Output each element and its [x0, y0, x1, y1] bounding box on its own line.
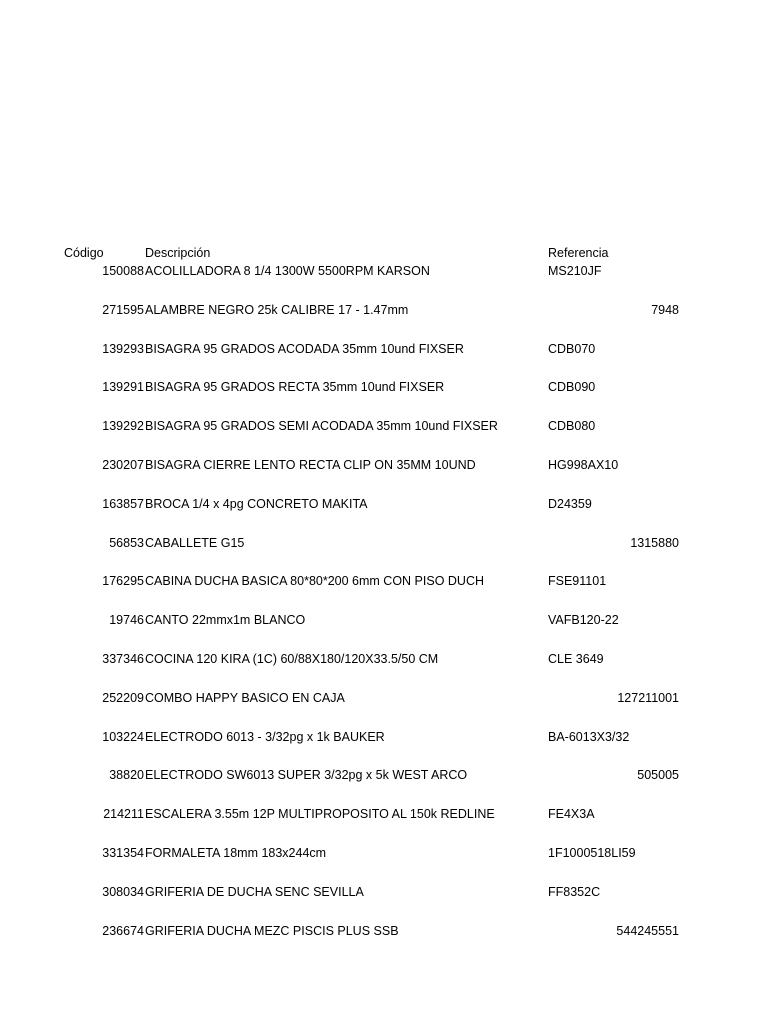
cell-descripcion: FORMALETA 18mm 183x244cm [145, 845, 327, 860]
cell-descripcion: ELECTRODO 6013 - 3/32pg x 1k BAUKER [145, 729, 385, 744]
cell-referencia: CDB080 [548, 419, 596, 434]
table-row [0, 380, 768, 419]
cell-referencia: 1F1000518LI59 [548, 845, 636, 860]
cell-descripcion: BISAGRA 95 GRADOS ACODADA 35mm 10und FIXSER [145, 341, 464, 356]
cell-codigo: 139291 [102, 380, 144, 395]
cell-codigo: 176295 [102, 574, 144, 589]
cell-descripcion: ALAMBRE NEGRO 25k CALIBRE 17 - 1.47mm [145, 302, 409, 317]
cell-codigo: 163857 [102, 496, 144, 511]
cell-referencia: 127211001 [617, 690, 679, 705]
table-row [0, 497, 768, 536]
table-row [0, 613, 768, 652]
cell-referencia: VAFB120-22 [548, 613, 619, 628]
cell-codigo: 214211 [103, 807, 144, 822]
cell-descripcion: GRIFERIA DUCHA MEZC PISCIS PLUS SSB [145, 923, 399, 938]
cell-descripcion: CABALLETE G15 [145, 535, 245, 550]
cell-codigo: 150088 [102, 264, 144, 278]
cell-codigo: 38820 [109, 768, 144, 783]
cell-referencia: CLE 3649 [548, 651, 604, 666]
cell-descripcion: BISAGRA CIERRE LENTO RECTA CLIP ON 35MM 10UND [145, 457, 476, 472]
table-row [0, 419, 768, 458]
table-row [0, 574, 768, 613]
cell-descripcion: BISAGRA 95 GRADOS SEMI ACODADA 35mm 10und FIXSER [145, 419, 498, 434]
table-row [0, 458, 768, 497]
table-row [0, 264, 768, 303]
cell-descripcion: COMBO HAPPY BASICO EN CAJA [145, 690, 345, 705]
header-codigo: Código [64, 246, 104, 260]
cell-codigo: 271595 [102, 302, 144, 317]
table-row [0, 885, 768, 924]
table-row [0, 846, 768, 885]
cell-descripcion: BROCA 1/4 x 4pg CONCRETO MAKITA [145, 496, 368, 511]
cell-referencia: BA-6013X3/32 [548, 729, 630, 744]
cell-referencia: CDB070 [548, 341, 596, 356]
cell-codigo: 56853 [109, 535, 144, 550]
table-body [0, 264, 768, 962]
cell-referencia: MS210JF [548, 264, 602, 278]
table-row [0, 691, 768, 730]
cell-codigo: 337346 [102, 651, 144, 666]
cell-codigo: 308034 [102, 884, 144, 899]
table-row [0, 924, 768, 963]
cell-referencia: 1315880 [630, 535, 679, 550]
cell-descripcion: CANTO 22mmx1m BLANCO [145, 613, 306, 628]
table-header [0, 246, 768, 262]
cell-descripcion: ACOLILLADORA 8 1/4 1300W 5500RPM KARSON [145, 264, 430, 278]
cell-referencia: FSE91101 [548, 574, 607, 589]
header-descripcion: Descripción [145, 246, 211, 260]
table-row [0, 303, 768, 342]
cell-referencia: D24359 [548, 496, 592, 511]
table-row [0, 652, 768, 691]
cell-codigo: 230207 [102, 457, 144, 472]
cell-codigo: 331354 [102, 845, 144, 860]
cell-referencia: FE4X3A [548, 807, 595, 822]
cell-descripcion: BISAGRA 95 GRADOS RECTA 35mm 10und FIXSER [145, 380, 445, 395]
cell-descripcion: CABINA DUCHA BASICA 80*80*200 6mm CON PISO DUCH [145, 574, 485, 589]
cell-codigo: 252209 [102, 690, 144, 705]
cell-referencia: FF8352C [548, 884, 601, 899]
cell-codigo: 139293 [102, 341, 144, 356]
header-referencia: Referencia [548, 246, 609, 260]
cell-codigo: 139292 [102, 419, 144, 434]
table-row [0, 536, 768, 575]
cell-referencia: 7948 [651, 302, 679, 317]
table-row [0, 730, 768, 769]
cell-codigo: 236674 [102, 923, 144, 938]
cell-referencia: CDB090 [548, 380, 596, 395]
table-row [0, 768, 768, 807]
cell-descripcion: GRIFERIA DE DUCHA SENC SEVILLA [145, 884, 364, 899]
cell-descripcion: ELECTRODO SW6013 SUPER 3/32pg x 5k WEST ARCO [145, 768, 468, 783]
cell-referencia: 544245551 [616, 923, 679, 938]
cell-referencia: 505005 [637, 768, 679, 783]
cell-descripcion: ESCALERA 3.55m 12P MULTIPROPOSITO AL 150k REDLINE [145, 807, 495, 822]
cell-descripcion: COCINA 120 KIRA (1C) 60/88X180/120X33.5/50 CM [145, 651, 439, 666]
cell-codigo: 19746 [109, 613, 144, 628]
cell-codigo: 103224 [102, 729, 144, 744]
table-row [0, 807, 768, 846]
cell-referencia: HG998AX10 [548, 457, 619, 472]
table-row [0, 342, 768, 381]
